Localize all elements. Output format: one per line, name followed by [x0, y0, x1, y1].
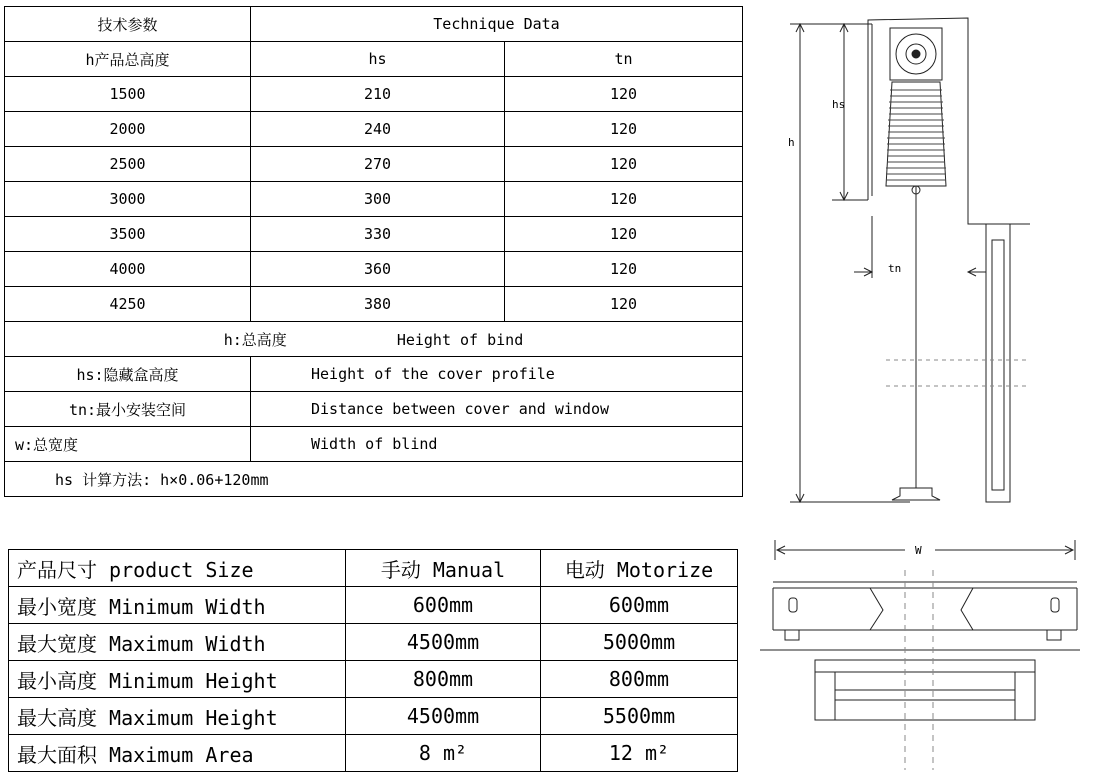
cell-h: 3000 — [5, 182, 251, 217]
size-header-motorize: 电动 Motorize — [541, 550, 738, 587]
col-h: h产品总高度 — [5, 42, 251, 77]
definition-h — [5, 322, 743, 357]
definition-value: Width of blind — [251, 427, 743, 462]
cell-tn: 120 — [505, 112, 743, 147]
size-label: 最小宽度 Minimum Width — [9, 587, 346, 624]
table-row — [5, 182, 743, 217]
cell-h: 2000 — [5, 112, 251, 147]
header-en: Technique Data — [251, 7, 743, 42]
cell-hs: 380 — [251, 287, 505, 322]
size-manual: 8 m² — [346, 735, 541, 772]
cell-tn: 120 — [505, 217, 743, 252]
size-motorize: 5000mm — [541, 624, 738, 661]
formula: hs 计算方法: h×0.06+120mm — [5, 462, 743, 497]
table-row — [5, 217, 743, 252]
size-label: 最大高度 Maximum Height — [9, 698, 346, 735]
cell-h: 2500 — [5, 147, 251, 182]
definition-value: Distance between cover and window — [251, 392, 743, 427]
formula-row — [5, 462, 743, 497]
size-header-row — [9, 550, 738, 587]
cell-hs: 240 — [251, 112, 505, 147]
cell-tn: 120 — [505, 287, 743, 322]
size-label: 最大宽度 Maximum Width — [9, 624, 346, 661]
size-manual: 800mm — [346, 661, 541, 698]
size-motorize: 5500mm — [541, 698, 738, 735]
table-row — [9, 698, 738, 735]
definition-value: Height of bind — [396, 330, 524, 349]
definition-row-h — [5, 322, 743, 357]
col-hs: hs — [251, 42, 505, 77]
label-h: h — [788, 136, 795, 149]
definition-key: hs:隐藏盒高度 — [5, 357, 251, 392]
header-cn: 技术参数 — [5, 7, 251, 42]
column-header-row — [5, 42, 743, 77]
cell-hs: 210 — [251, 77, 505, 112]
table-row — [5, 77, 743, 112]
cell-hs: 300 — [251, 182, 505, 217]
table-header-row — [5, 7, 743, 42]
cell-tn: 120 — [505, 147, 743, 182]
definition-row-tn — [5, 392, 743, 427]
size-header-product: 产品尺寸 product Size — [9, 550, 346, 587]
size-motorize: 600mm — [541, 587, 738, 624]
cell-h: 4250 — [5, 287, 251, 322]
size-manual: 4500mm — [346, 698, 541, 735]
front-view-diagram — [755, 530, 1085, 775]
table-row — [5, 287, 743, 322]
cell-h: 3500 — [5, 217, 251, 252]
size-label: 最小高度 Minimum Height — [9, 661, 346, 698]
definition-row-hs — [5, 357, 743, 392]
cell-hs: 270 — [251, 147, 505, 182]
table-row — [9, 735, 738, 772]
table-row — [9, 661, 738, 698]
size-manual: 600mm — [346, 587, 541, 624]
label-hs: hs — [832, 98, 846, 111]
cell-tn: 120 — [505, 182, 743, 217]
cell-h: 1500 — [5, 77, 251, 112]
table-row — [9, 587, 738, 624]
label-w: W — [915, 544, 922, 557]
product-size-table — [8, 549, 738, 772]
definition-key: w:总宽度 — [5, 427, 251, 462]
table-row — [5, 112, 743, 147]
definition-row-w — [5, 427, 743, 462]
cell-hs: 360 — [251, 252, 505, 287]
definition-key: tn:最小安装空间 — [5, 392, 251, 427]
definition-key: h:总高度 — [223, 330, 287, 349]
side-section-diagram — [760, 10, 1070, 510]
cell-h: 4000 — [5, 252, 251, 287]
cell-tn: 120 — [505, 252, 743, 287]
size-manual: 4500mm — [346, 624, 541, 661]
cell-tn: 120 — [505, 77, 743, 112]
size-label: 最大面积 Maximum Area — [9, 735, 346, 772]
table-row — [9, 624, 738, 661]
size-motorize: 800mm — [541, 661, 738, 698]
technique-data-table — [4, 6, 743, 497]
col-tn: tn — [505, 42, 743, 77]
cell-hs: 330 — [251, 217, 505, 252]
size-motorize: 12 m² — [541, 735, 738, 772]
table-row — [5, 147, 743, 182]
table-row — [5, 252, 743, 287]
definition-value: Height of the cover profile — [251, 357, 743, 392]
label-tn: tn — [888, 262, 902, 275]
size-header-manual: 手动 Manual — [346, 550, 541, 587]
